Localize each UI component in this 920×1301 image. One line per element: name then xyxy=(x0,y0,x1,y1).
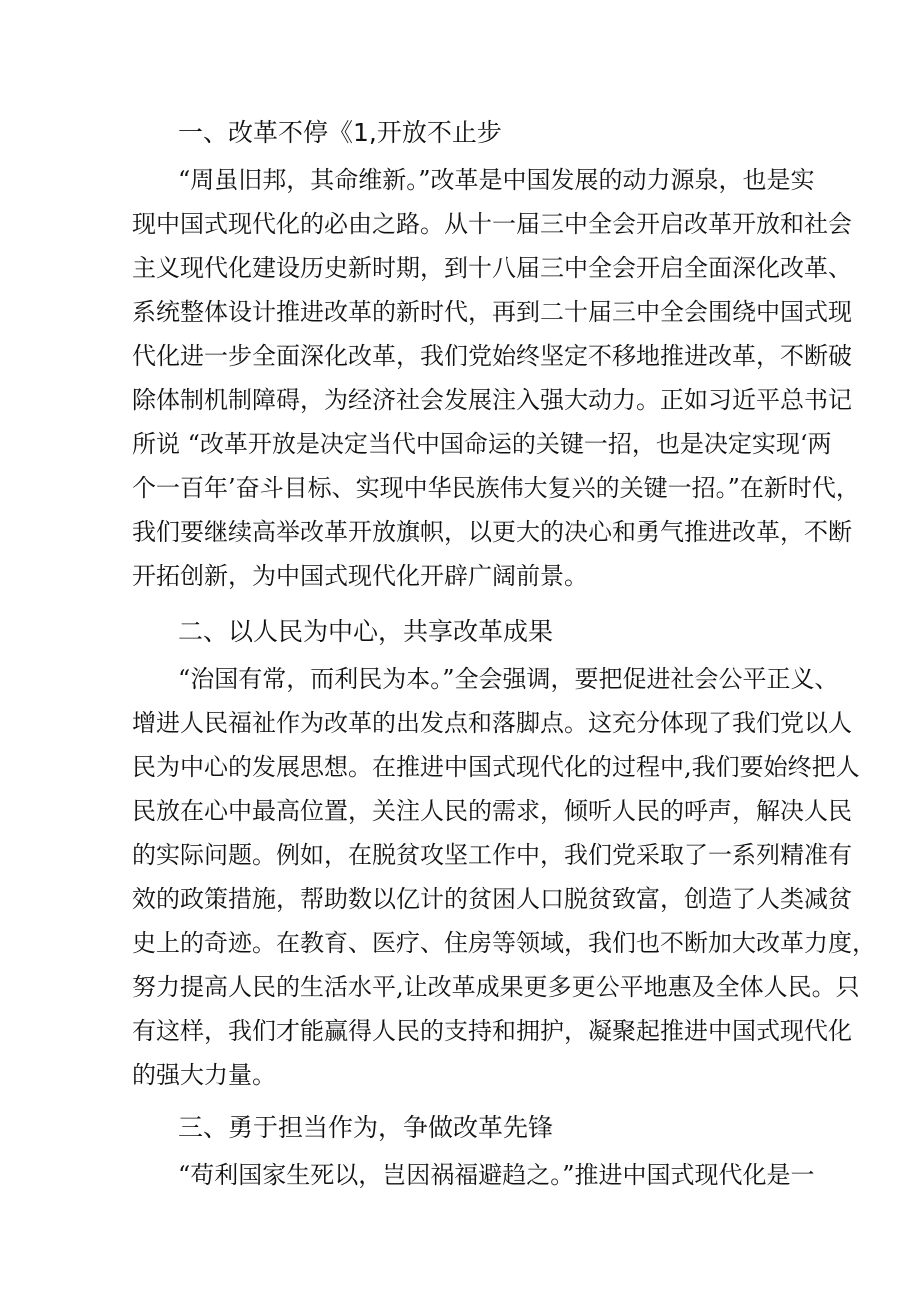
paragraph-line: 我们要继续高举改革开放旗帜，以更大的决心和勇气推进改革，不断 xyxy=(132,518,852,546)
paragraph-line: “苟利国家生死以，岂因祸福避趋之。”推进中国式现代化是一 xyxy=(178,1161,815,1189)
paragraph-line: 所说 “改革开放是决定当代中国命运的关键一招，也是决定实现‘两 xyxy=(132,430,832,458)
paragraph-line: 代化进一步全面深化改革，我们党始终坚定不移地推进改革，不断破 xyxy=(132,342,852,370)
paragraph-line: 主义现代化建设历史新时期，到十八届三中全会开启全面深化改革、 xyxy=(132,254,852,282)
paragraph-line: 增进人民福祉作为改革的出发点和落脚点。这充分体现了我们党以人 xyxy=(132,709,852,737)
paragraph-line: “周虽旧邦，其命维新。”改革是中国发展的动力源泉，也是实 xyxy=(178,166,815,194)
paragraph-line: 史上的奇迹。在教育、医疗、住房等领域，我们也不断加大改革力度， xyxy=(132,929,876,957)
paragraph-line: 开拓创新，为中国式现代化开辟广阔前景。 xyxy=(132,562,588,590)
paragraph-line: 努力提高人民的生活水平,让改革成果更多更公平地惠及全体人民。只 xyxy=(132,973,860,1001)
paragraph-line: “治国有常，而利民为本。”全会强调，要把促进社会公平正义、 xyxy=(178,665,839,693)
paragraph-line: 的强大力量。 xyxy=(132,1061,276,1089)
paragraph-line: 民为中心的发展思想。在推进中国式现代化的过程中,我们要始终把人 xyxy=(132,753,860,781)
section-heading-3: 三、勇于担当作为，争做改革先锋 xyxy=(178,1113,554,1142)
paragraph-line: 除体制机制障碍，为经济社会发展注入强大动力。正如习近平总书记 xyxy=(132,386,852,414)
paragraph-line: 现中国式现代化的必由之路。从十一届三中全会开启改革开放和社会 xyxy=(132,210,852,238)
section-heading-2: 二、以人民为中心，共享改革成果 xyxy=(178,617,554,646)
paragraph-line: 效的政策措施，帮助数以亿计的贫困人口脱贫致富，创造了人类减贫 xyxy=(132,885,852,913)
section-heading-1: 一、改革不停《1,开放不止步 xyxy=(178,118,502,147)
paragraph-line: 系统整体设计推进改革的新时代，再到二十届三中全会围绕中国式现 xyxy=(132,298,852,326)
paragraph-line: 个一百年’奋斗目标、实现中华民族伟大复兴的关键一招。”在新时代， xyxy=(132,474,860,502)
paragraph-line: 民放在心中最高位置，关注人民的需求，倾听人民的呼声，解决人民 xyxy=(132,797,852,825)
paragraph-line: 的实际问题。例如，在脱贫攻坚工作中，我们党采取了一系列精准有 xyxy=(132,841,852,869)
paragraph-line: 有这样，我们才能赢得人民的支持和拥护，凝聚起推进中国式现代化 xyxy=(132,1017,852,1045)
